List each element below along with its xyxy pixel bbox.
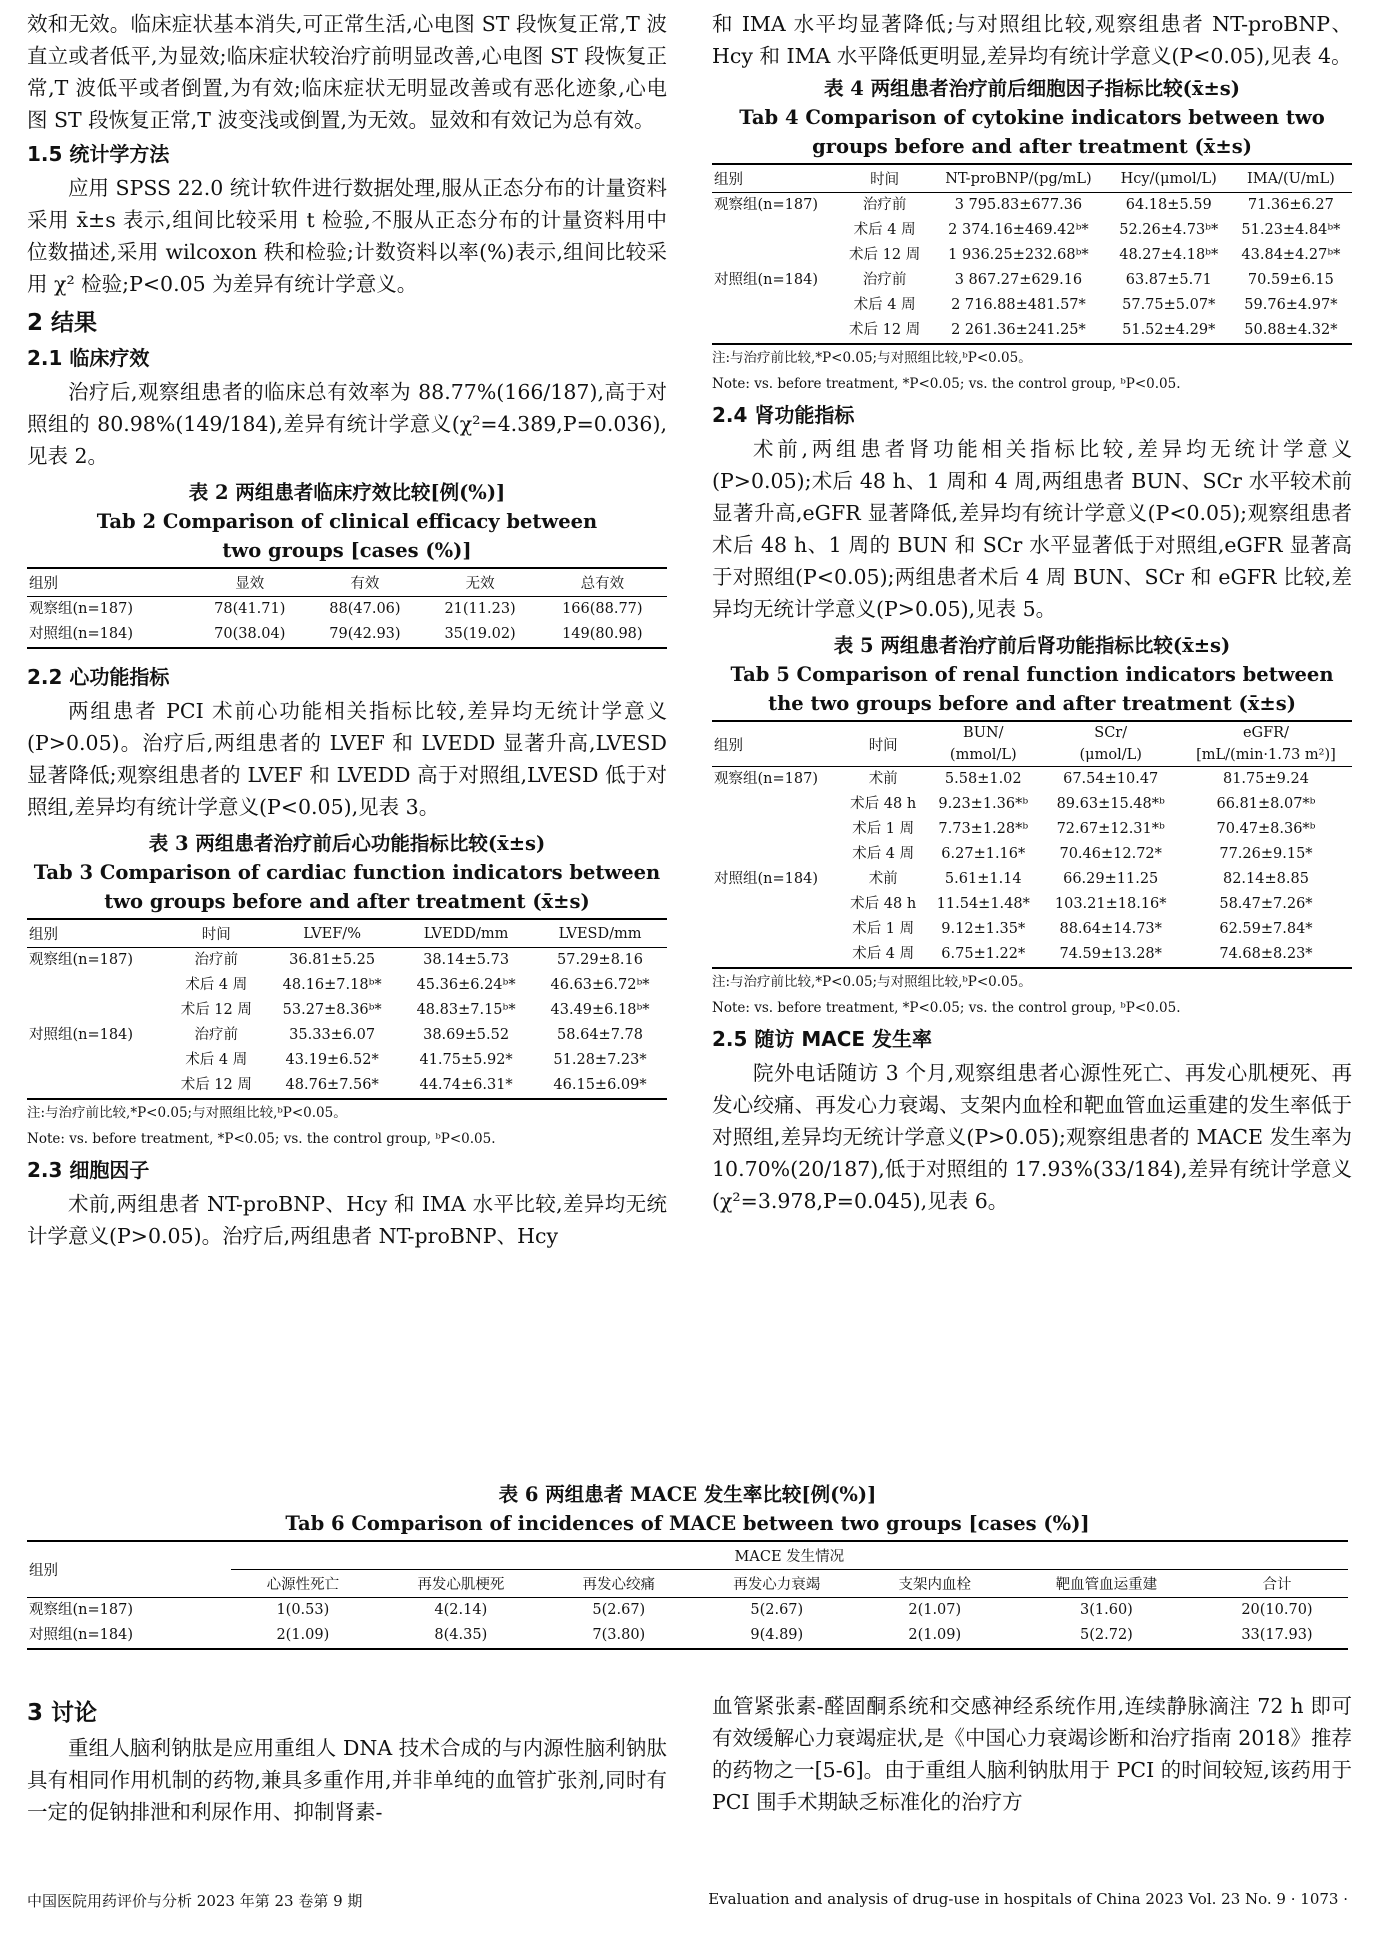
table-cell: 5(2.72): [1007, 1623, 1206, 1649]
table-cell: 81.75±9.24: [1222, 771, 1309, 787]
table-row: [27, 1623, 1348, 1649]
paragraph: 两组患者 PCI 术前心功能相关指标比较,差异均无统计学意义(P>0.05)。治疗后,两组患者的 LVEF 和 LVEDD 显著升高,LVESD 显著降低;观察组患者的 LVEF 和 LVEDD 高于对照组,LVESD 低于对照组,差异均有统计学意义(P<0.05),见表 3。: [27, 699, 667, 819]
table-note: 注:与治疗前比较,*P<0.05;与对照组比较,ᵇP<0.05。: [712, 974, 1032, 990]
table-cell: 对照组(n=184): [29, 1027, 133, 1043]
table-caption-cn: 表 3 两组患者治疗前后心功能指标比较(x̄±s): [148, 832, 546, 855]
table-cell: 89.63±15.48*ᵇ: [1056, 796, 1165, 812]
section-heading: 2.5 随访 MACE 发生率: [712, 1027, 933, 1051]
table-row: [712, 867, 1352, 892]
table-cell: [712, 842, 841, 867]
table-caption-en: Tab 6 Comparison of incidences of MACE between two groups [cases (%)]: [285, 1512, 1090, 1535]
table-cell: 术后 1 周: [852, 921, 915, 937]
table-cell: 对照组(n=184): [714, 871, 818, 887]
table-cell: 术后 4 周: [185, 977, 248, 993]
table-cell: 71.36±6.27: [1247, 197, 1334, 213]
section-heading: 2.3 细胞因子: [27, 1158, 150, 1182]
table-caption-en: Tab 2 Comparison of clinical efficacy between: [96, 510, 598, 533]
table-cell: 治疗前: [194, 952, 239, 968]
table-caption-en: the two groups before and after treatment (x̄±s): [768, 692, 1296, 715]
table-cell: 3 867.27±629.16: [954, 272, 1083, 288]
table-cell: 5.58±1.02: [944, 771, 1022, 787]
table-cell: 4(2.14): [434, 1602, 488, 1618]
table-row: [712, 892, 1352, 917]
table-note: 注:与治疗前比较,*P<0.05;与对照组比较,ᵇP<0.05。: [27, 1105, 347, 1121]
table-cell: 治疗前: [862, 272, 907, 288]
table-cell: 38.69±5.52: [423, 1027, 510, 1043]
table-header-cell: NT-proBNP/(pg/mL): [929, 164, 1107, 193]
table-cell: 5(2.67): [592, 1602, 646, 1618]
table-header-unit: [mL/(min·1.73 m²)]: [1180, 744, 1352, 767]
table-row: [712, 268, 1352, 293]
table-cell: 术后 4 周: [185, 1052, 248, 1068]
table-header-unit: (mmol/L): [925, 744, 1041, 767]
table-cell: 20(10.70): [1241, 1602, 1313, 1618]
table-caption-en: two groups before and after treatment (x̄±s): [104, 890, 590, 913]
table-cell: [27, 1073, 167, 1099]
paragraph: 术前,两组患者 NT-proBNP、Hcy 和 IMA 水平比较,差异均无统计学意义(P>0.05)。治疗后,两组患者 NT-proBNP、Hcy: [27, 1192, 667, 1248]
table-header-cell: LVESD/mm: [533, 919, 667, 948]
table-header-cell: BUN/: [925, 721, 1041, 744]
table-header-cell: 时间: [840, 164, 929, 193]
table-cell: 149(80.98): [538, 622, 667, 648]
paragraph: 重组人脑利钠肽是应用重组人 DNA 技术合成的与内源性脑利钠肽具有相同作用机制的药物,兼具多重作用,并非单纯的血管扩张剂,同时有一定的促钠排泄和利尿作用、抑制肾素-: [27, 1736, 667, 1824]
table-row: [27, 1073, 667, 1099]
table-cell: 51.23±4.84ᵇ*: [1241, 222, 1341, 238]
table-row: [27, 1048, 667, 1073]
paragraph: 术前,两组患者肾功能相关指标比较,差异均无统计学意义(P>0.05);术后 48 h、1 周和 4 周,两组患者 BUN、SCr 水平较术前显著升高,eGFR 显著降低,差异均有统计学意义(P<0.05);观察组患者术后 48 h、1 周的 BUN 和 SCr 水平显著低于对照组,eGFR 显著高于对照组(P<0.05);两组患者术后 4 周 BUN、SCr 和 eGFR 比较,差异均无统计学意义(P>0.05),见表 5。: [712, 437, 1352, 621]
table-header-cell: 支架内血栓: [863, 1570, 1007, 1598]
table-cell: 观察组(n=187): [29, 952, 133, 968]
table-cell: 63.87±5.71: [1125, 272, 1212, 288]
table-note: Note: vs. before treatment, *P<0.05; vs. the control group, ᵇP<0.05.: [712, 376, 1181, 392]
table-cell: 72.67±12.31*ᵇ: [1056, 821, 1165, 837]
table-header-cell: 有效: [307, 568, 422, 597]
discussion-left: [27, 1690, 667, 1828]
table-cell: 21(11.23): [444, 601, 516, 617]
table-cell: 41.75±5.92*: [419, 1052, 513, 1068]
table-cell: 术前: [868, 771, 898, 787]
table-cell: 66.81±8.07*ᵇ: [1216, 796, 1316, 812]
table-cell: 术后 12 周: [167, 1073, 265, 1099]
table-cell: 术后 4 周: [852, 846, 915, 862]
table-cell: [27, 1048, 167, 1073]
section-heading: 1.5 统计学方法: [27, 142, 170, 166]
table-header-cell: 心源性死亡: [231, 1570, 375, 1598]
table-caption-cn: 表 6 两组患者 MACE 发生率比较[例(%)]: [498, 1483, 877, 1506]
table-cell: [712, 218, 840, 243]
table-row: [27, 1023, 667, 1048]
journal-name-cn: 中国医院用药评价与分析 2023 年第 23 卷第 9 期: [27, 1892, 363, 1910]
table-cell: 46.63±6.72ᵇ*: [550, 977, 650, 993]
table-cell: [712, 917, 841, 942]
table-row: [712, 243, 1352, 268]
table-cell: 2 716.88±481.57*: [951, 297, 1086, 313]
section-heading: 2.2 心功能指标: [27, 665, 170, 689]
table-header-unit: (μmol/L): [1041, 744, 1179, 767]
table-cell: 3(1.60): [1080, 1602, 1133, 1618]
table-cell: 观察组(n=187): [29, 1602, 133, 1618]
table-cell: 3 795.83±677.36: [954, 197, 1083, 213]
table-cell: 术后 4 周: [841, 942, 925, 968]
table-cell: 58.64±7.78: [557, 1027, 643, 1043]
table-caption-cn: 表 5 两组患者治疗前后肾功能指标比较(x̄±s): [833, 634, 1231, 657]
table-4: [712, 74, 1352, 397]
table-header-cell: 无效: [423, 568, 538, 597]
table-cell: 45.36±6.24ᵇ*: [416, 977, 516, 993]
table-header-cell: 组别: [712, 164, 840, 193]
table-header-cell: eGFR/: [1180, 721, 1352, 744]
table-cell: 38.14±5.73: [423, 952, 510, 968]
table-cell: [27, 973, 167, 998]
journal-name-en: Evaluation and analysis of drug-use in hospitals of China 2023 Vol. 23 No. 9 · 1073 ·: [708, 1890, 1348, 1908]
table-cell: 64.18±5.59: [1125, 197, 1212, 213]
table-cell: 44.74±6.31*: [399, 1073, 533, 1099]
table-row: [712, 792, 1352, 817]
table-row: [712, 767, 1352, 793]
table-cell: 48.76±7.56*: [265, 1073, 399, 1099]
table-header-cell: SCr/: [1041, 721, 1179, 744]
paragraph: 院外电话随访 3 个月,观察组患者心源性死亡、再发心肌梗死、再发心绞痛、再发心力衰竭、支架内血栓和靶血管血运重建的发生率低于对照组,差异均无统计学意义(P>0.05);观察组患者的 MACE 发生率为 10.70%(20/187),低于对照组的 17.93%(33/184),差异有统计学意义(χ²=3.978,P=0.045),见表 6。: [712, 1061, 1352, 1213]
table-cell: 治疗前: [862, 197, 907, 213]
table-cell: 43.19±6.52*: [285, 1052, 379, 1068]
table-caption-cn: 表 4 两组患者治疗前后细胞因子指标比较(x̄±s): [823, 77, 1241, 100]
table-row: [712, 842, 1352, 867]
table-cell: 术后 12 周: [840, 318, 929, 344]
table-cell: 术后 48 h: [850, 896, 917, 912]
table-cell: 52.26±4.73ᵇ*: [1119, 222, 1219, 238]
table-cell: 观察组(n=187): [714, 771, 818, 787]
table-header-cell: 再发心绞痛: [547, 1570, 691, 1598]
table-cell: 51.28±7.23*: [553, 1052, 647, 1068]
table-header-cell: LVEDD/mm: [399, 919, 533, 948]
data-table: [27, 567, 667, 649]
table-caption-en: groups before and after treatment (x̄±s): [812, 135, 1252, 158]
table-header-cell: 组别: [27, 568, 192, 597]
table-cell: 术后 12 周: [180, 1002, 252, 1018]
table-row: [27, 973, 667, 998]
table-header-cell: 时间: [841, 721, 925, 767]
table-row: [712, 218, 1352, 243]
table-cell: 8(4.35): [375, 1623, 547, 1649]
table-cell: 70.47±8.36*ᵇ: [1216, 821, 1316, 837]
table-caption-en: Tab 3 Comparison of cardiac function indicators between: [33, 861, 661, 884]
table-header-cell: 再发心肌梗死: [375, 1570, 547, 1598]
table-cell: 9.12±1.35*: [941, 921, 1026, 937]
right-column: [712, 8, 1352, 1217]
table-cell: 术后 48 h: [850, 796, 917, 812]
table-header-cell: 靶血管血运重建: [1007, 1570, 1206, 1598]
paragraph: 血管紧张素-醛固酮系统和交感神经系统作用,连续静脉滴注 72 h 即可有效缓解心力衰竭症状,是《中国心力衰竭诊断和治疗指南 2018》推荐的药物之一[5-6]。由于重组人脑利钠肽用于 PCI 的时间较短,该药用于 PCI 围手术期缺乏标准化的治疗方: [712, 1694, 1352, 1814]
paragraph: 和 IMA 水平均显著降低;与对照组比较,观察组患者 NT-proBNP、Hcy 和 IMA 水平降低更明显,差异均有统计学意义(P<0.05),见表 4。: [712, 12, 1352, 68]
table-cell: 51.52±4.29*: [1108, 318, 1230, 344]
table-cell: 67.54±10.47: [1063, 771, 1159, 787]
table-header-cell: Hcy/(μmol/L): [1108, 164, 1230, 193]
table-row: [27, 622, 667, 648]
table-cell: 9.23±1.36*ᵇ: [938, 796, 1029, 812]
table-cell: 5(2.67): [750, 1602, 804, 1618]
table-cell: 观察组(n=187): [714, 197, 818, 213]
table-cell: [712, 817, 841, 842]
table-2: [27, 478, 667, 649]
paragraph: 治疗后,观察组患者的临床总有效率为 88.77%(166/187),高于对照组的 80.98%(149/184),差异有统计学意义(χ²=4.389,P=0.036),见表 2。: [27, 380, 667, 468]
table-header-cell: 组别: [27, 1541, 231, 1598]
table-cell: [27, 998, 167, 1023]
table-cell: 59.76±4.97*: [1244, 297, 1338, 313]
discussion-right: [712, 1690, 1352, 1818]
table-cell: 2 261.36±241.25*: [929, 318, 1107, 344]
table-cell: 77.26±9.15*: [1219, 846, 1313, 862]
table-cell: 43.84±4.27ᵇ*: [1241, 247, 1341, 263]
table-cell: 46.15±6.09*: [533, 1073, 667, 1099]
table-cell: 48.16±7.18ᵇ*: [282, 977, 382, 993]
table-cell: 70.46±12.72*: [1059, 846, 1162, 862]
table-cell: 2 374.16±469.42ᵇ*: [948, 222, 1089, 238]
table-cell: 53.27±8.36ᵇ*: [282, 1002, 382, 1018]
table-cell: 术后 4 周: [853, 222, 916, 238]
table-cell: 58.47±7.26*: [1219, 896, 1313, 912]
table-cell: 57.75±5.07*: [1122, 297, 1216, 313]
table-row: [712, 293, 1352, 318]
table-cell: 166(88.77): [562, 601, 643, 617]
table-cell: [712, 792, 841, 817]
table-row: [27, 948, 667, 974]
data-table: [27, 1540, 1348, 1650]
paragraph: 效和无效。临床症状基本消失,可正常生活,心电图 ST 段恢复正常,T 波直立或者低平,为显效;临床症状较治疗前明显改善,心电图 ST 段恢复正常,T 波低平或者倒置,为有效;临床症状无明显改善或有恶化迹象,心电图 ST 段恢复正常,T 波变浅或倒置,为无效。显效和有效记为总有效。: [27, 12, 667, 132]
table-note: Note: vs. before treatment, *P<0.05; vs. the control group, ᵇP<0.05.: [27, 1131, 496, 1147]
section-heading: 3 讨论: [27, 1700, 98, 1726]
table-3: [27, 829, 667, 1152]
table-cell: 82.14±8.85: [1222, 871, 1309, 887]
table-row: [712, 193, 1352, 219]
table-row: [27, 1598, 1348, 1624]
table-cell: 66.29±11.25: [1063, 871, 1159, 887]
table-cell: 35(19.02): [423, 622, 538, 648]
left-column: [27, 8, 667, 1252]
table-caption-en: two groups [cases (%)]: [222, 539, 472, 562]
table-note: Note: vs. before treatment, *P<0.05; vs. the control group, ᵇP<0.05.: [712, 1000, 1181, 1016]
table-cell: [712, 318, 840, 344]
table-cell: 88.64±14.73*: [1059, 921, 1162, 937]
table-cell: 35.33±6.07: [289, 1027, 376, 1043]
table-row: [27, 998, 667, 1023]
table-caption-en: Tab 5 Comparison of renal function indicators between: [730, 663, 1334, 686]
table-cell: 对照组(n=184): [27, 1623, 231, 1649]
table-header-span: MACE 发生情况: [231, 1541, 1348, 1570]
data-table: [27, 918, 667, 1100]
table-cell: 48.83±7.15ᵇ*: [416, 1002, 516, 1018]
table-cell: 78(41.71): [214, 601, 286, 617]
table-cell: 7(3.80): [547, 1623, 691, 1649]
table-cell: 50.88±4.32*: [1230, 318, 1352, 344]
table-header-cell: 时间: [167, 919, 265, 948]
table-cell: 57.29±8.16: [557, 952, 643, 968]
table-header-cell: 再发心力衰竭: [691, 1570, 863, 1598]
table-cell: 43.49±6.18ᵇ*: [550, 1002, 650, 1018]
table-caption-en: Tab 4 Comparison of cytokine indicators between two: [739, 106, 1325, 129]
table-cell: 术后 12 周: [849, 247, 921, 263]
table-header-cell: LVEF/%: [265, 919, 399, 948]
data-table: [712, 720, 1352, 969]
table-cell: 103.21±18.16*: [1054, 896, 1167, 912]
table-5: [712, 631, 1352, 1021]
table-cell: 术前: [868, 871, 898, 887]
table-cell: 88(47.06): [329, 601, 401, 617]
table-row: [712, 917, 1352, 942]
section-heading: 2.1 临床疗效: [27, 346, 150, 370]
table-header-cell: 组别: [712, 721, 841, 767]
table-cell: 观察组(n=187): [29, 601, 133, 617]
table-cell: 6.75±1.22*: [925, 942, 1041, 968]
table-cell: 70(38.04): [192, 622, 307, 648]
table-cell: 术后 1 周: [852, 821, 915, 837]
table-cell: 1 936.25±232.68ᵇ*: [948, 247, 1089, 263]
table-row: [27, 597, 667, 623]
table-row: [712, 817, 1352, 842]
table-cell: 6.27±1.16*: [941, 846, 1026, 862]
table-cell: 对照组(n=184): [27, 622, 192, 648]
table-cell: 11.54±1.48*: [936, 896, 1030, 912]
table-cell: [712, 293, 840, 318]
paragraph: 应用 SPSS 22.0 统计软件进行数据处理,服从正态分布的计量资料采用 x̄±s 表示,组间比较采用 t 检验,不服从正态分布的计量资料用中位数描述,采用 wilcoxon 秩和检验;计数资料以率(%)表示,组间比较采用 χ² 检验;P<0.05 为差异有统计学意义。: [27, 176, 667, 296]
table-cell: [712, 892, 841, 917]
table-cell: 术后 4 周: [853, 297, 916, 313]
table-6: [27, 1480, 1348, 1650]
table-cell: 70.59±6.15: [1247, 272, 1334, 288]
table-cell: 2(1.07): [908, 1602, 962, 1618]
table-cell: [712, 243, 840, 268]
table-cell: 48.27±4.18ᵇ*: [1119, 247, 1219, 263]
table-header-cell: 总有效: [538, 568, 667, 597]
table-header-cell: 显效: [192, 568, 307, 597]
table-cell: 36.81±5.25: [289, 952, 376, 968]
table-cell: 1(0.53): [276, 1602, 330, 1618]
table-cell: 2(1.09): [863, 1623, 1007, 1649]
table-cell: 62.59±7.84*: [1219, 921, 1313, 937]
table-note: 注:与治疗前比较,*P<0.05;与对照组比较,ᵇP<0.05。: [712, 350, 1032, 366]
table-row: [712, 942, 1352, 968]
section-heading: 2.4 肾功能指标: [712, 403, 855, 427]
table-cell: [712, 942, 841, 968]
table-header-cell: 合计: [1206, 1570, 1348, 1598]
table-header-cell: 组别: [27, 919, 167, 948]
data-table: [712, 163, 1352, 345]
section-heading: 2 结果: [27, 310, 98, 336]
table-cell: 9(4.89): [691, 1623, 863, 1649]
table-cell: 5.61±1.14: [944, 871, 1022, 887]
table-cell: 2(1.09): [231, 1623, 375, 1649]
table-caption-cn: 表 2 两组患者临床疗效比较[例(%)]: [188, 481, 506, 504]
table-row: [712, 318, 1352, 344]
table-cell: 79(42.93): [307, 622, 422, 648]
table-header-cell: IMA/(U/mL): [1230, 164, 1352, 193]
table-cell: 治疗前: [194, 1027, 239, 1043]
table-cell: 33(17.93): [1206, 1623, 1348, 1649]
table-cell: 7.73±1.28*ᵇ: [938, 821, 1029, 837]
table-cell: 对照组(n=184): [714, 272, 818, 288]
table-cell: 74.68±8.23*: [1180, 942, 1352, 968]
table-cell: 74.59±13.28*: [1041, 942, 1179, 968]
